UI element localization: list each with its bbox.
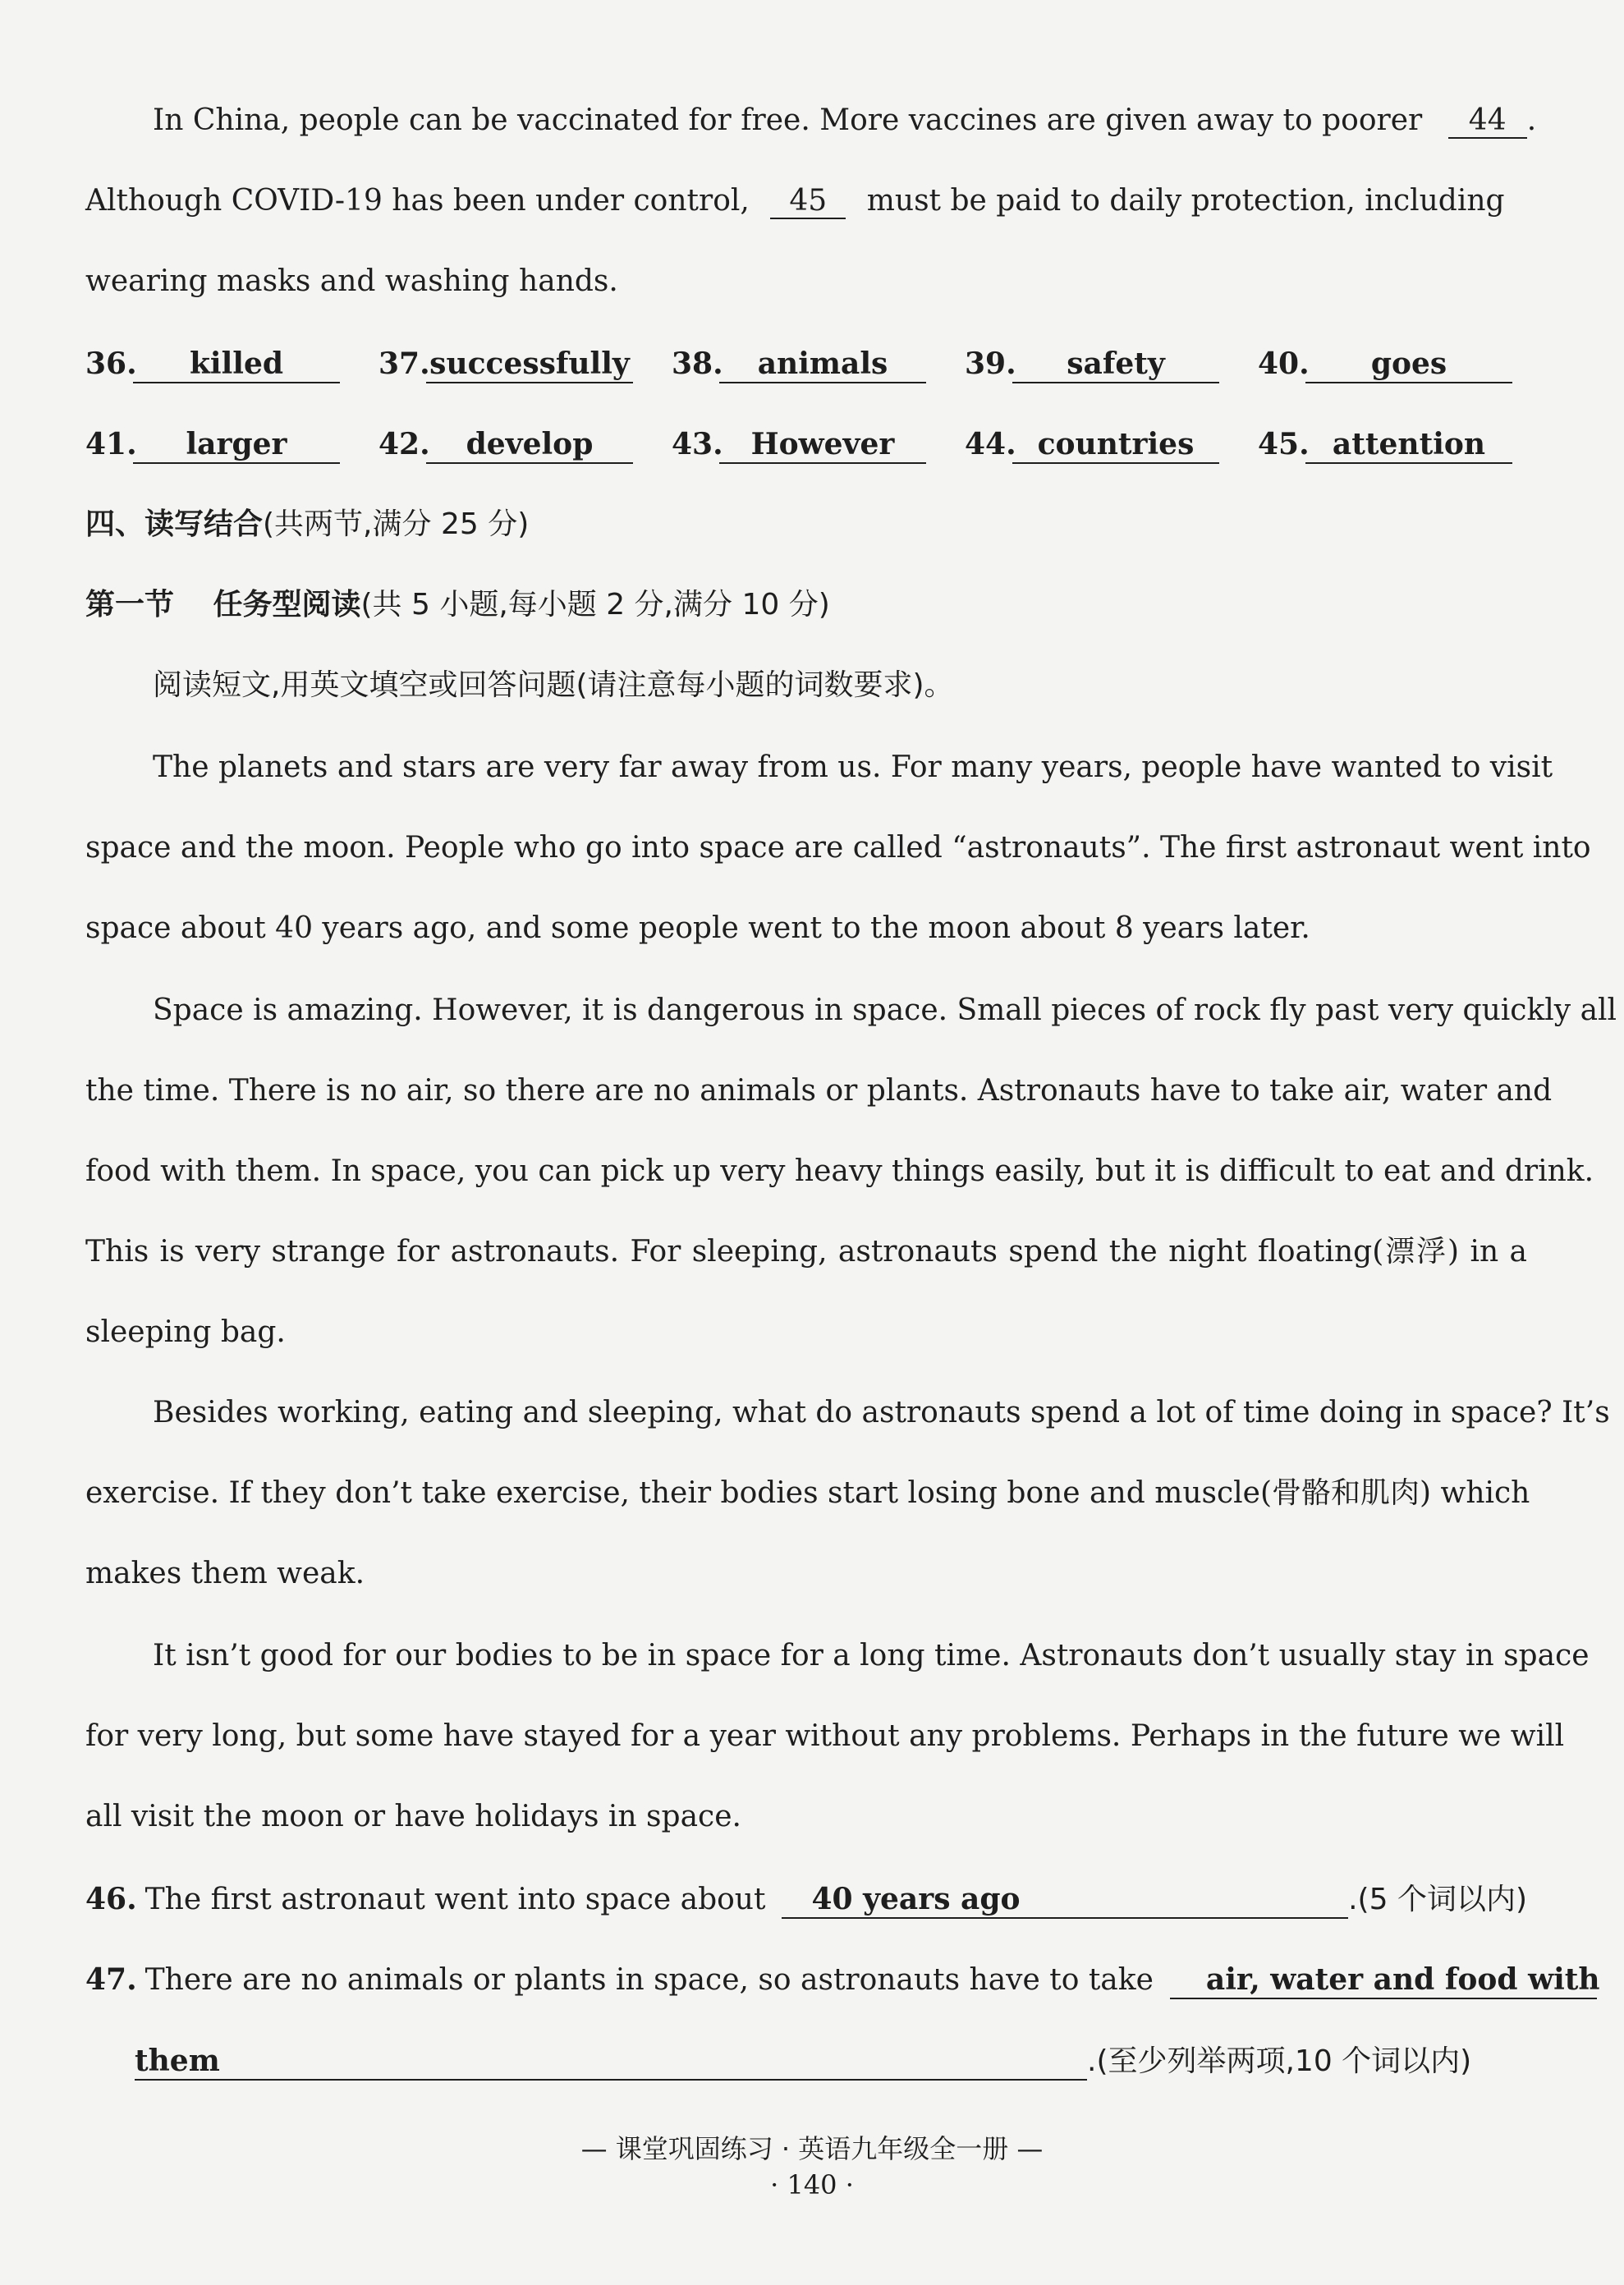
answer-word: attention bbox=[1305, 426, 1512, 464]
answers-row-2 bbox=[85, 424, 1527, 465]
answer-number: 43. bbox=[672, 427, 723, 461]
period: . bbox=[1526, 103, 1537, 137]
part-note: (共 5 小题,每小题 2 分,满分 10 分) bbox=[360, 588, 830, 622]
answer-word: larger bbox=[133, 426, 340, 464]
passage2-line: Space is amazing. However, it is dangerous in space. Small pieces of rock fly past very quickly all bbox=[153, 993, 1617, 1027]
passage2-line: Besides working, eating and sleeping, what do astronauts spend a lot of time doing in space? It’s bbox=[153, 1396, 1610, 1429]
part-title: 任务型阅读 bbox=[213, 588, 361, 622]
answer-number: 37. bbox=[378, 346, 430, 381]
passage2-line: makes them weak. bbox=[85, 1557, 365, 1590]
answer-word: However bbox=[719, 426, 926, 464]
answer-word: goes bbox=[1305, 346, 1512, 383]
answer-47-line1: air, water and food with bbox=[1170, 1962, 1597, 1999]
question-number: 47. bbox=[85, 1962, 137, 1997]
question-note: .(5 个词以内) bbox=[1348, 1883, 1527, 1916]
answer-number: 42. bbox=[378, 427, 430, 461]
question-47 bbox=[85, 1959, 1600, 2001]
blank-45: 45 bbox=[770, 185, 846, 219]
passage1-line2 bbox=[85, 181, 1527, 222]
passage2-line: sleeping bag. bbox=[85, 1315, 286, 1349]
passage2-line: the time. There is no air, so there are no animals or plants. Astronauts have to take air, water and bbox=[85, 1074, 1553, 1108]
question-number: 46. bbox=[85, 1882, 137, 1916]
part-1-heading bbox=[85, 585, 1527, 626]
passage1-text: Although COVID-19 has been under control, bbox=[85, 184, 750, 218]
answer-number: 40. bbox=[1258, 346, 1310, 381]
answer-number: 39. bbox=[965, 346, 1016, 381]
answer-item bbox=[378, 343, 672, 384]
passage2-line: The planets and stars are very far away from us. For many years, people have wanted to visit bbox=[153, 750, 1553, 784]
answer-item bbox=[672, 424, 965, 465]
section-title: 四、读写结合 bbox=[85, 507, 264, 541]
answer-word: animals bbox=[719, 346, 926, 383]
answer-46: 40 years ago bbox=[782, 1881, 1348, 1919]
part-label: 第一节 bbox=[85, 588, 175, 622]
answer-item bbox=[85, 343, 378, 384]
answer-item bbox=[85, 424, 378, 465]
question-46 bbox=[85, 1879, 1527, 1920]
answer-word: safety bbox=[1012, 346, 1219, 383]
passage2-line: space and the moon. People who go into space are called “astronauts”. The first astronaut went into bbox=[85, 831, 1591, 865]
passage2-line: It isn’t good for our bodies to be in space for a long time. Astronauts don’t usually stay in space bbox=[153, 1639, 1590, 1672]
passage2-line: This is very strange for astronauts. For sleeping, astronauts spend the night floating(漂浮) in a bbox=[85, 1235, 1527, 1269]
answers-row-1 bbox=[85, 343, 1527, 384]
passage1-text: In China, people can be vaccinated for free. More vaccines are given away to poorer bbox=[153, 103, 1423, 137]
answer-number: 38. bbox=[672, 346, 723, 381]
passage1-text: must be paid to daily protection, including bbox=[866, 184, 1505, 218]
section-note: (共两节,满分 25 分) bbox=[263, 507, 530, 541]
answer-item bbox=[672, 343, 965, 384]
instruction: 阅读短文,用英文填空或回答问题(请注意每小题的词数要求)。 bbox=[153, 668, 954, 702]
answer-word: successfully bbox=[426, 346, 633, 383]
passage2-line: exercise. If they don’t take exercise, their bodies start losing bone and muscle(骨骼和肌肉) which bbox=[85, 1476, 1530, 1510]
blank-44: 44 bbox=[1448, 104, 1527, 139]
question-text: The first astronaut went into space about bbox=[145, 1883, 766, 1916]
answer-number: 41. bbox=[85, 427, 137, 461]
page-number: · 140 · bbox=[770, 2169, 854, 2200]
answer-word: develop bbox=[426, 426, 633, 464]
answer-number: 44. bbox=[965, 427, 1016, 461]
answer-number: 45. bbox=[1258, 427, 1310, 461]
answer-word: killed bbox=[133, 346, 340, 383]
question-47-cont bbox=[135, 2041, 1527, 2082]
answer-item bbox=[965, 343, 1258, 384]
answer-item bbox=[1258, 424, 1527, 465]
question-text: There are no animals or plants in space, so astronauts have to take bbox=[145, 1963, 1154, 1997]
answer-word: countries bbox=[1012, 426, 1219, 464]
passage2-line: space about 40 years ago, and some people went to the moon about 8 years later. bbox=[85, 911, 1310, 945]
passage2-line: for very long, but some have stayed for a year without any problems. Perhaps in the future we will bbox=[85, 1719, 1565, 1753]
passage2-line: all visit the moon or have holidays in space. bbox=[85, 1800, 741, 1833]
question-note: .(至少列举两项,10 个词以内) bbox=[1087, 2044, 1472, 2078]
passage2-line: food with them. In space, you can pick up very heavy things easily, but it is difficult to eat and drink. bbox=[85, 1154, 1594, 1188]
answer-item bbox=[378, 424, 672, 465]
answer-item bbox=[1258, 343, 1527, 384]
answer-item bbox=[965, 424, 1258, 465]
passage1-line3: wearing masks and washing hands. bbox=[85, 264, 618, 298]
passage1-line1 bbox=[85, 100, 1537, 141]
footer-book-title: — 课堂巩固练习 · 英语九年级全一册 — bbox=[580, 2133, 1044, 2164]
answer-number: 36. bbox=[85, 346, 137, 381]
section-4-heading bbox=[85, 504, 1527, 545]
answer-47-line2: them bbox=[135, 2043, 1087, 2081]
